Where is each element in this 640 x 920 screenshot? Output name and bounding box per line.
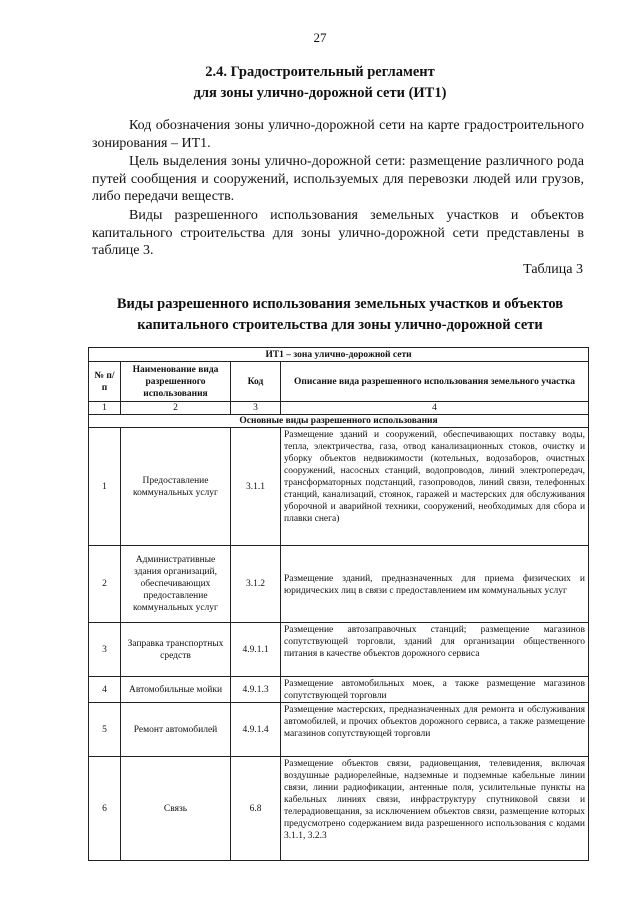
row-name: Заправка транспортных средств	[121, 623, 231, 677]
row-name: Связь	[121, 757, 231, 861]
row-description: Размещение мастерских, предназначенных для ремонта и обслуживания автомобилей, и прочих объектов дорожного сервиса, а также размещение магазинов сопутствующей торговли	[281, 703, 589, 757]
paragraph-zone-purpose: Цель выделения зоны улично-дорожной сети: размещение различного рода путей сообщения и сооружений, используемых для перевозки людей или грузов, либо передачи веществ.	[92, 154, 584, 205]
row-code: 3.1.2	[231, 546, 281, 623]
row-name: Предоставление коммунальных услуг	[121, 428, 231, 546]
header-code: Код	[231, 362, 281, 402]
row-name: Автомобильные мойки	[121, 677, 231, 703]
column-number: 1	[89, 402, 121, 415]
column-number: 3	[231, 402, 281, 415]
column-number: 4	[281, 402, 589, 415]
row-number: 4	[89, 677, 121, 703]
header-description: Описание вида разрешенного использования земельного участка	[281, 362, 589, 402]
row-number: 6	[89, 757, 121, 861]
table-row	[89, 757, 589, 861]
section-title-line-2: для зоны улично-дорожной сети (ИТ1)	[193, 85, 447, 101]
section-title	[0, 62, 640, 104]
row-code: 3.1.1	[231, 428, 281, 546]
column-number: 2	[121, 402, 231, 415]
row-number: 1	[89, 428, 121, 546]
land-use-table	[88, 347, 589, 861]
section-title-line-1: 2.4. Градостроительный регламент	[205, 64, 435, 80]
column-header-row	[89, 362, 589, 402]
row-code: 6.8	[231, 757, 281, 861]
table-row	[89, 623, 589, 677]
row-number: 3	[89, 623, 121, 677]
table-row	[89, 677, 589, 703]
table-row	[89, 546, 589, 623]
table-title-line-2: капитального строительства для зоны улично-дорожной сети	[137, 317, 543, 333]
paragraph-zone-code: Код обозначения зоны улично-дорожной сети на карте градостроительного зонирования – ИТ1.	[92, 118, 584, 151]
header-name: Наименование вида разрешенного использования	[121, 362, 231, 402]
row-description: Размещение автомобильных моек, а также размещение магазинов сопутствующей торговли	[281, 677, 589, 703]
zone-header: ИТ1 – зона улично-дорожной сети	[89, 348, 589, 362]
row-description: Размещение зданий, предназначенных для приема физических и юридических лиц в связи с предоставлением им коммунальных услуг	[281, 546, 589, 623]
row-code: 4.9.1.1	[231, 623, 281, 677]
zone-header-row	[89, 348, 589, 362]
row-name: Административные здания организаций, обеспечивающих предоставление коммунальных услуг	[121, 546, 231, 623]
column-number-row	[89, 402, 589, 415]
row-description: Размещение автозаправочных станций; размещение магазинов сопутствующей торговли, зданий для организации общественного питания в качестве объектов дорожного сервиса	[281, 623, 589, 677]
row-code: 4.9.1.3	[231, 677, 281, 703]
table-row	[89, 428, 589, 546]
row-number: 5	[89, 703, 121, 757]
page-number: 27	[313, 30, 327, 45]
table-title	[0, 294, 640, 336]
table-label: Таблица 3	[523, 262, 583, 277]
row-code: 4.9.1.4	[231, 703, 281, 757]
header-number: № п/п	[89, 362, 121, 402]
group-header-row	[89, 415, 589, 428]
row-number: 2	[89, 546, 121, 623]
table-row	[89, 703, 589, 757]
group-header: Основные виды разрешенного использования	[89, 415, 589, 428]
table-title-line-1: Виды разрешенного использования земельных участков и объектов	[116, 296, 564, 312]
row-description: Размещение зданий и сооружений, обеспечивающих поставку воды, тепла, электричества, газа, отвод канализационных стоков, очистку и уборку объектов недвижимости (котельных, водозаборов, очистных сооружений, насосных станций, водопроводов, линий электропередач, трансформаторных подстанций, газопроводов, линий связи, телефонных станций, канализаций, стоянок, гаражей и мастерских для обслуживания уборочной и аварийной техники, сооружений, необходимых для сбора и плавки снега)	[281, 428, 589, 546]
row-description: Размещение объектов связи, радиовещания, телевидения, включая воздушные радиорелейные, надземные и подземные кабельные линии связи, линии радиофикации, антенные поля, усилительные пункты на кабельных линиях связи, инфраструктуру спутниковой связи и телерадиовещания, за исключением объектов связи, размещение которых предусмотрено содержанием вида разрешенного использования с кодами 3.1.1, 3.2.3	[281, 757, 589, 861]
paragraph-table-reference: Виды разрешенного использования земельных участков и объектов капитального строительства для зоны улично-дорожной сети представлены в таблице 3.	[92, 208, 584, 259]
row-name: Ремонт автомобилей	[121, 703, 231, 757]
